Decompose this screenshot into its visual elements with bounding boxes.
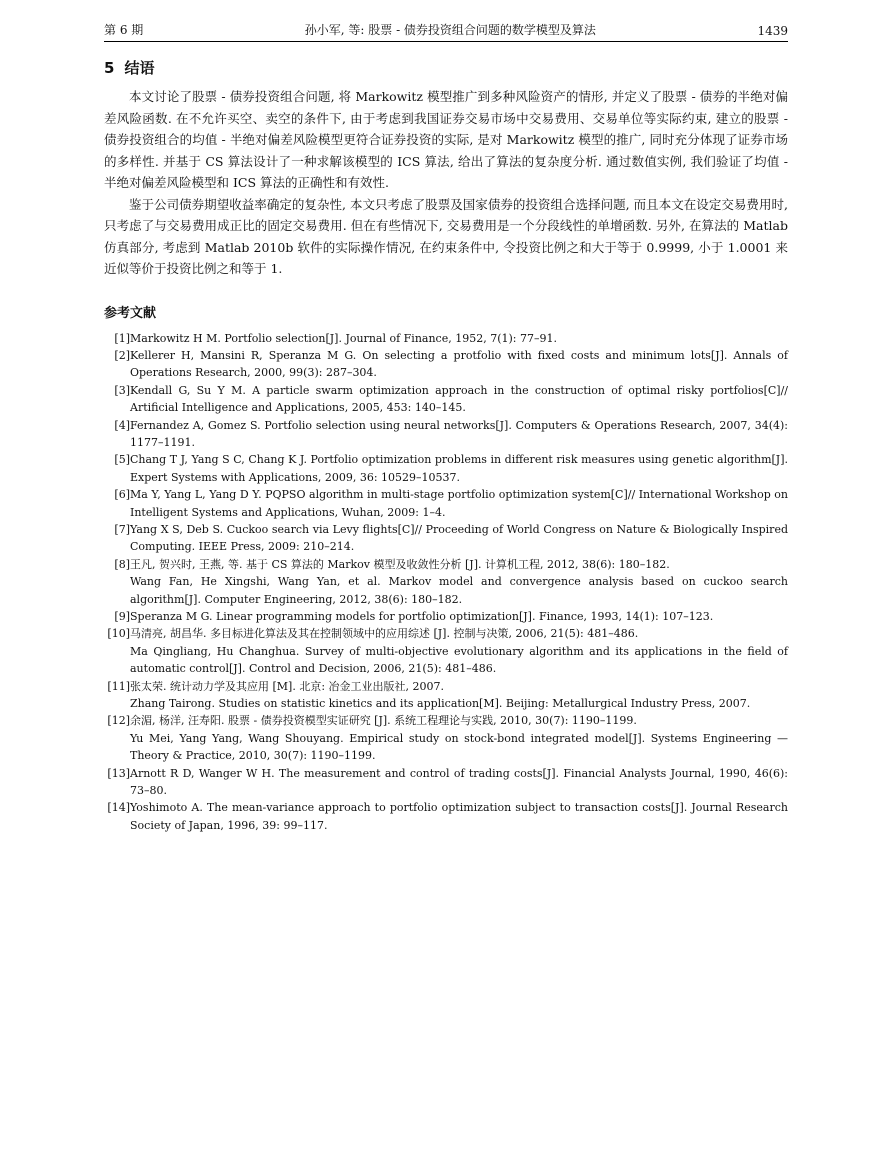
reference-number: [14] (107, 801, 130, 815)
reference-list (104, 330, 788, 835)
reference-text (130, 451, 788, 486)
reference-line: 马清亮, 胡昌华. 多目标进化算法及其在控制领域中的应用综述 [J]. 控制与决策, 2006, 21(5): 481–486. (130, 627, 639, 641)
reference-text (130, 347, 788, 382)
reference-line: Yu Mei, Yang Yang, Wang Shouyang. Empirical study on stock-bond integrated model[J]. Systems Engineering — Theory & Practice, 2010, 30(7): 1190–1199. (130, 731, 788, 763)
section-heading (104, 57, 788, 78)
reference-number: [13] (107, 766, 130, 780)
section-title: 结语 (124, 59, 155, 77)
reference-item (104, 330, 788, 347)
reference-number: [5] (114, 453, 130, 467)
references-heading: 参考文献 (104, 305, 157, 321)
reference-item (104, 451, 788, 486)
reference-line: 余湄, 杨洋, 汪寿阳. 股票 - 债券投资模型实证研究 [J]. 系统工程理论与实践, 2010, 30(7): 1190–1199. (130, 714, 637, 728)
reference-line: Wang Fan, He Xingshi, Wang Yan, et al. Markov model and convergence analysis based on cuckoo search algorithm[J]. Computer Engineering, 2012, 38(6): 180–182. (130, 575, 788, 606)
reference-number: [6] (114, 488, 130, 502)
reference-item (104, 556, 788, 608)
reference-number: [1] (114, 331, 130, 345)
reference-number: [8] (114, 557, 130, 571)
paper-page (104, 20, 788, 834)
reference-item (104, 678, 788, 713)
reference-text (130, 417, 788, 452)
reference-line: Zhang Tairong. Studies on statistic kinetics and its application[M]. Beijing: Metallurgical Industry Press, 2007. (130, 697, 751, 711)
running-title: 孙小军, 等: 股票 - 债券投资组合问题的数学模型及算法 (304, 23, 596, 37)
issue-number: 第 6 期 (104, 23, 144, 37)
reference-line: Speranza M G. Linear programming models for portfolio optimization[J]. Finance, 1993, 14(1): 107–123. (130, 610, 714, 623)
reference-line: Ma Qingliang, Hu Changhua. Survey of multi-objective evolutionary algorithm and its applications in the field of automatic control[J]. Control and Decision, 2006, 21(5): 481–486. (130, 644, 788, 676)
reference-line: Yang X S, Deb S. Cuckoo search via Levy flights[C]// Proceeding of World Congress on Nature & Biologically Inspired Computing. IEEE Press, 2009: 210–214. (130, 522, 788, 554)
reference-number: [3] (114, 383, 130, 397)
reference-item (104, 347, 788, 382)
reference-item (104, 382, 788, 417)
reference-text (130, 382, 788, 417)
reference-line: Kellerer H, Mansini R, Speranza M G. On selecting a protfolio with fixed costs and minimum lots[J]. Annals of Operations Research, 2000, 99(3): 287–304. (130, 348, 788, 380)
page-number: 1439 (757, 24, 788, 38)
reference-item (104, 486, 788, 521)
reference-item (104, 625, 788, 677)
reference-text (130, 625, 788, 677)
reference-text (130, 712, 788, 764)
reference-text (130, 556, 788, 608)
reference-number: [11] (107, 679, 130, 693)
reference-number: [7] (114, 522, 130, 536)
reference-text (130, 678, 788, 713)
reference-item (104, 417, 788, 452)
reference-number: [10] (107, 627, 130, 641)
reference-item (104, 799, 788, 834)
reference-text (130, 330, 788, 347)
reference-text (130, 521, 788, 556)
reference-line: 王凡, 贺兴时, 王燕, 等. 基于 CS 算法的 Markov 模型及收敛性分析 [J]. 计算机工程, 2012, 38(6): 180–182. (130, 557, 670, 571)
conclusion-paragraph-1: 本文讨论了股票 - 债券投资组合问题, 将 Markowitz 模型推广到多种风险资产的情形, 并定义了股票 - 债券的半绝对偏差风险函数. 在不允许买空、卖空的条件下, 由于考虑到我国证券交易市场中交易费用、交易单位等实际约束, 建立的股票 - 债券投资组合的均值 - 半绝对偏差风险模型更符合证券投资的实际, 是对 Markowitz 模型的推广, 同时充分体现了证券市场的多样性. 并基于 CS 算法设计了一种求解该模型的 ICS 算法, 给出了算法的复杂度分析. 通过数值实例, 我们验证了均值 - 半绝对偏差风险模型和 ICS 算法的正确性和有效性. (104, 89, 788, 190)
reference-line: Ma Y, Yang L, Yang D Y. PQPSO algorithm in multi-stage portfolio optimization system[C]// International Workshop on Intelligent Systems and Applications, Wuhan, 2009: 1–4. (130, 488, 788, 519)
reference-text (130, 486, 788, 521)
reference-number: [9] (114, 610, 130, 623)
reference-item (104, 712, 788, 764)
reference-text (130, 799, 788, 834)
reference-item (104, 765, 788, 800)
reference-text (130, 608, 788, 625)
reference-line: Arnott R D, Wanger W H. The measurement and control of trading costs[J]. Financial Analysts Journal, 1990, 46(6): 73–80. (130, 766, 788, 798)
reference-item (104, 608, 788, 625)
reference-line: 张太荣. 统计动力学及其应用 [M]. 北京: 冶金工业出版社, 2007. (130, 679, 445, 693)
section-number: 5 (104, 59, 115, 77)
reference-line: Kendall G, Su Y M. A particle swarm optimization approach in the construction of optimal risky portfolios[C]// Artificial Intelligence and Applications, 2005, 453: 140–145. (130, 383, 788, 415)
reference-number: [12] (107, 714, 130, 728)
reference-item (104, 521, 788, 556)
reference-text (130, 765, 788, 800)
conclusion-paragraph-2: 鉴于公司债券期望收益率确定的复杂性, 本文只考虑了股票及国家债券的投资组合选择问题, 而且本文在设定交易费用时, 只考虑了与交易费用成正比的固定交易费用. 但在有些情况下, 交易费用是一个分段线性的单增函数. 另外, 在算法的 Matlab 仿真部分, 考虑到 Matlab 2010b 软件的实际操作情况, 在约束条件中, 令投资比例之和大于等于 0.9999, 小于 1.0001 来近似等价于投资比例之和等于 1. (104, 196, 788, 276)
running-header (104, 20, 788, 42)
reference-line: Markowitz H M. Portfolio selection[J]. Journal of Finance, 1952, 7(1): 77–91. (130, 331, 557, 345)
reference-line: Fernandez A, Gomez S. Portfolio selection using neural networks[J]. Computers & Operations Research, 2007, 34(4): 1177–1191. (130, 418, 788, 449)
reference-line: Yoshimoto A. The mean-variance approach to portfolio optimization subject to transaction costs[J]. Journal Research Society of Japan, 1996, 39: 99–117. (130, 801, 788, 832)
reference-number: [4] (114, 418, 130, 432)
reference-line: Chang T J, Yang S C, Chang K J. Portfolio optimization problems in different risk measures using genetic algorithm[J]. Expert Systems with Applications, 2009, 36: 10529–10537. (130, 453, 788, 484)
reference-number: [2] (114, 348, 130, 362)
